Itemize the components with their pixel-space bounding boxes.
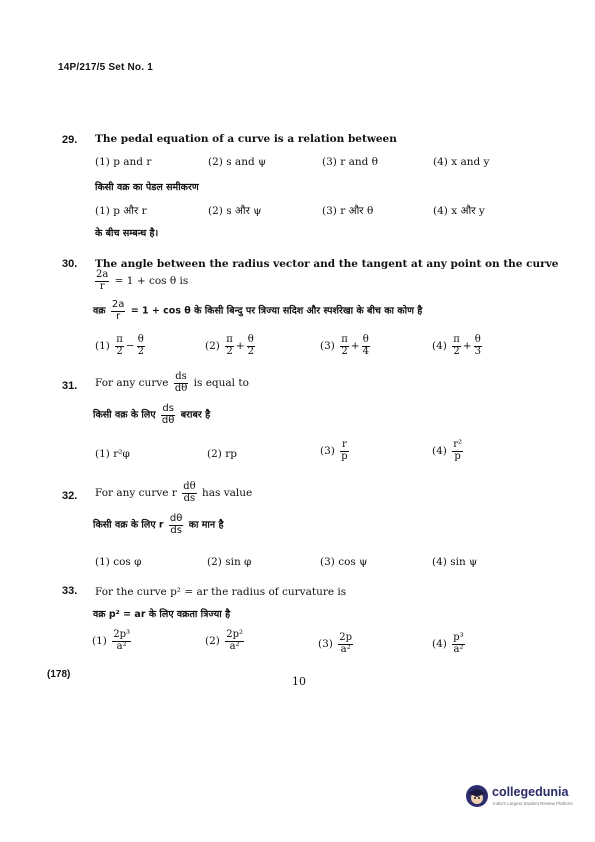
fraction: $\frac{2a}{r}$: [111, 299, 125, 322]
page-number: 10: [292, 675, 306, 688]
option-1: (1) $\frac{\text{2p³}}{\text{a²}}$: [92, 629, 130, 652]
question-number: 30.: [62, 258, 78, 270]
question-text-en: The angle between the radius vector and the tangent at any point on the curve: [95, 258, 559, 270]
question-text-hi: किसी वक्र के लिए $\frac{ds}{d\theta}$ बराबर है: [93, 403, 211, 426]
question-number: 31.: [62, 380, 78, 392]
option-1: (1) cos φ: [95, 556, 142, 568]
option-3: (3) $\frac{\pi}{2}$ + $\frac{\theta}{4}$: [320, 334, 369, 357]
option-4: (4) sin ψ: [432, 556, 478, 568]
option-1-hi: (1) p और r: [95, 205, 147, 217]
option-3: (3) r and θ: [322, 156, 378, 168]
option-4: (4) $\frac{\text{p³}}{\text{a²}}$: [432, 632, 464, 655]
logo-tagline: India's Largest Student Review Platform: [493, 801, 573, 806]
option-1: (1) p and r: [95, 156, 152, 168]
curve-equation: $\frac{2a}{r}$ = 1 + cos θ is: [96, 269, 189, 292]
question-number: 29.: [62, 134, 78, 146]
option-3: (3) $\frac{r}{p}$: [320, 439, 348, 462]
question-text-hi: वक्र $\frac{2a}{r}$ = 1 + cos θ के किसी बिन्दु पर त्रिज्या सदिश और स्पर्शरेखा के बीच का कोण है: [93, 299, 423, 322]
option-3: (3) cos ψ: [320, 556, 368, 568]
option-3-hi: (3) r और θ: [322, 205, 374, 217]
question-text-hi: किसी वक्र के लिए r $\frac{d\theta}{ds}$ का मान है: [93, 513, 224, 536]
option-1: (1) $\frac{\pi}{2}$ − $\frac{\theta}{2}$: [95, 334, 144, 357]
paper-code: 14P/217/5 Set No. 1: [58, 62, 153, 73]
option-1: (1) r²φ: [95, 448, 130, 460]
option-2: (2) sin φ: [207, 556, 252, 568]
option-2: (2) rp: [207, 448, 237, 460]
option-3: (3) $\frac{2p}{\text{a²}}$: [318, 632, 352, 655]
question-number: 33.: [62, 585, 78, 597]
question-text-en: For any curve $\frac{ds}{d\theta}$ is equal to: [95, 371, 249, 394]
question-text-en: For any curve r $\frac{d\theta}{ds}$ has value: [95, 481, 253, 504]
question-text-en: The pedal equation of a curve is a relation between: [95, 133, 397, 145]
fraction: $\frac{2a}{r}$: [96, 269, 109, 292]
booklet-code: (178): [47, 669, 71, 680]
question-text-hi: वक्र p² = ar के लिए वक्रता त्रिज्या है: [93, 609, 231, 620]
collegedunia-logo: [466, 783, 586, 813]
question-text-hi-continued: के बीच सम्बन्ध है।: [95, 228, 159, 239]
logo-wordmark: collegedunia: [492, 785, 569, 799]
question-text-hi: किसी वक्र का पेडल समीकरण: [95, 182, 199, 193]
question-number: 32.: [62, 490, 78, 502]
option-2-hi: (2) s और ψ: [208, 205, 262, 217]
option-2: (2) s and ψ: [208, 156, 267, 168]
option-4: (4) x and y: [433, 156, 490, 168]
option-2: (2) $\frac{\text{2p²}}{\text{a²}}$: [205, 629, 243, 652]
option-4: (4) $\frac{\pi}{2}$ + $\frac{\theta}{3}$: [432, 334, 481, 357]
question-text-en: For the curve p² = ar the radius of curvature is: [95, 586, 347, 598]
graduate-cap-icon: [466, 785, 488, 807]
option-2: (2) $\frac{\pi}{2}$ + $\frac{\theta}{2}$: [205, 334, 254, 357]
option-4: (4) $\frac{\text{r²}}{p}$: [432, 439, 463, 462]
option-4-hi: (4) x और y: [433, 205, 485, 217]
